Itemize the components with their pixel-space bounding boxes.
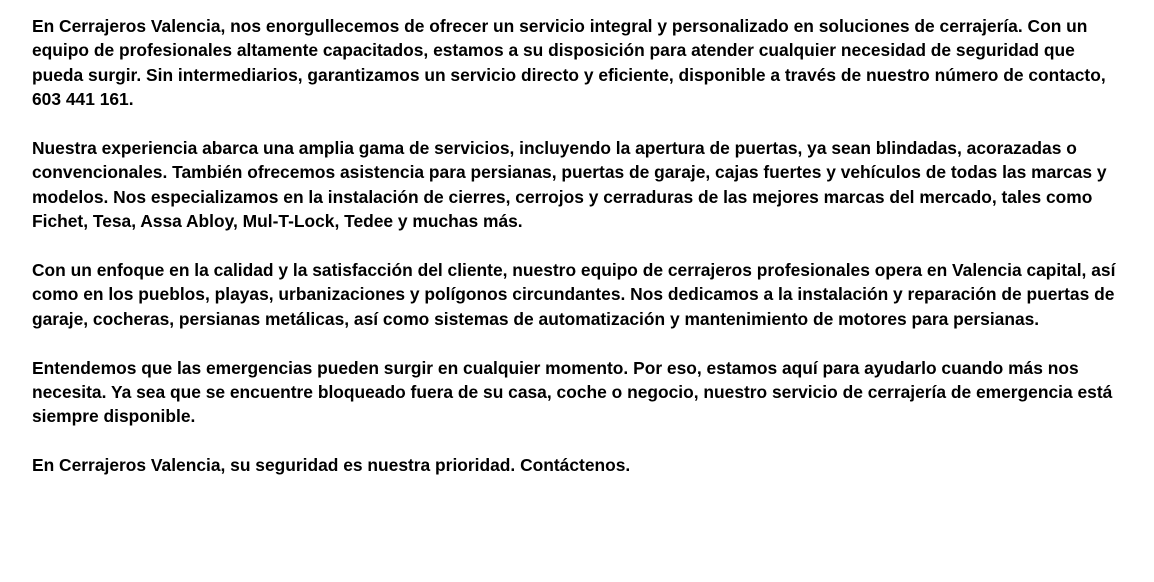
paragraph-intro: En Cerrajeros Valencia, nos enorgullecemos de ofrecer un servicio integral y personalizado en soluciones de cerrajería. Con un equipo de profesionales altamente capacitados, estamos a su disposición para atender cualquier necesidad de seguridad que pueda surgir. Sin intermediarios, garantizamos un servicio directo y eficiente, disponible a través de nuestro número de contacto, 603 441 161. (32, 16, 1106, 110)
article-body (32, 14, 1122, 478)
paragraph-coverage: Con un enfoque en la calidad y la satisfacción del cliente, nuestro equipo de cerrajeros profesionales opera en Valencia capital, así como en los pueblos, playas, urbanizaciones y polígonos circundantes. Nos dedicamos a la instalación y reparación de puertas de garaje, cocheras, persianas metálicas, así como sistemas de automatización y mantenimiento de motores para persianas. (32, 260, 1116, 329)
paragraph-closing: En Cerrajeros Valencia, su seguridad es nuestra prioridad. Contáctenos. (32, 455, 631, 476)
paragraph-emergencies: Entendemos que las emergencias pueden surgir en cualquier momento. Por eso, estamos aquí para ayudarlo cuando más nos necesita. Ya sea que se encuentre bloqueado fuera de su casa, coche o negocio, nuestro servicio de cerrajería de emergencia está siempre disponible. (32, 357, 1113, 427)
paragraph-services: Nuestra experiencia abarca una amplia gama de servicios, incluyendo la apertura de puertas, ya sean blindadas, acorazadas o convencionales. También ofrecemos asistencia para persianas, puertas de garaje, cajas fuertes y vehículos de todas las marcas y modelos. Nos especializamos en la instalación de cierres, cerrojos y cerraduras de las mejores marcas del mercado, tales como Fichet, Tesa, Assa Abloy, Mul-T-Lock, Tedee y muchas más. (32, 138, 1107, 232)
